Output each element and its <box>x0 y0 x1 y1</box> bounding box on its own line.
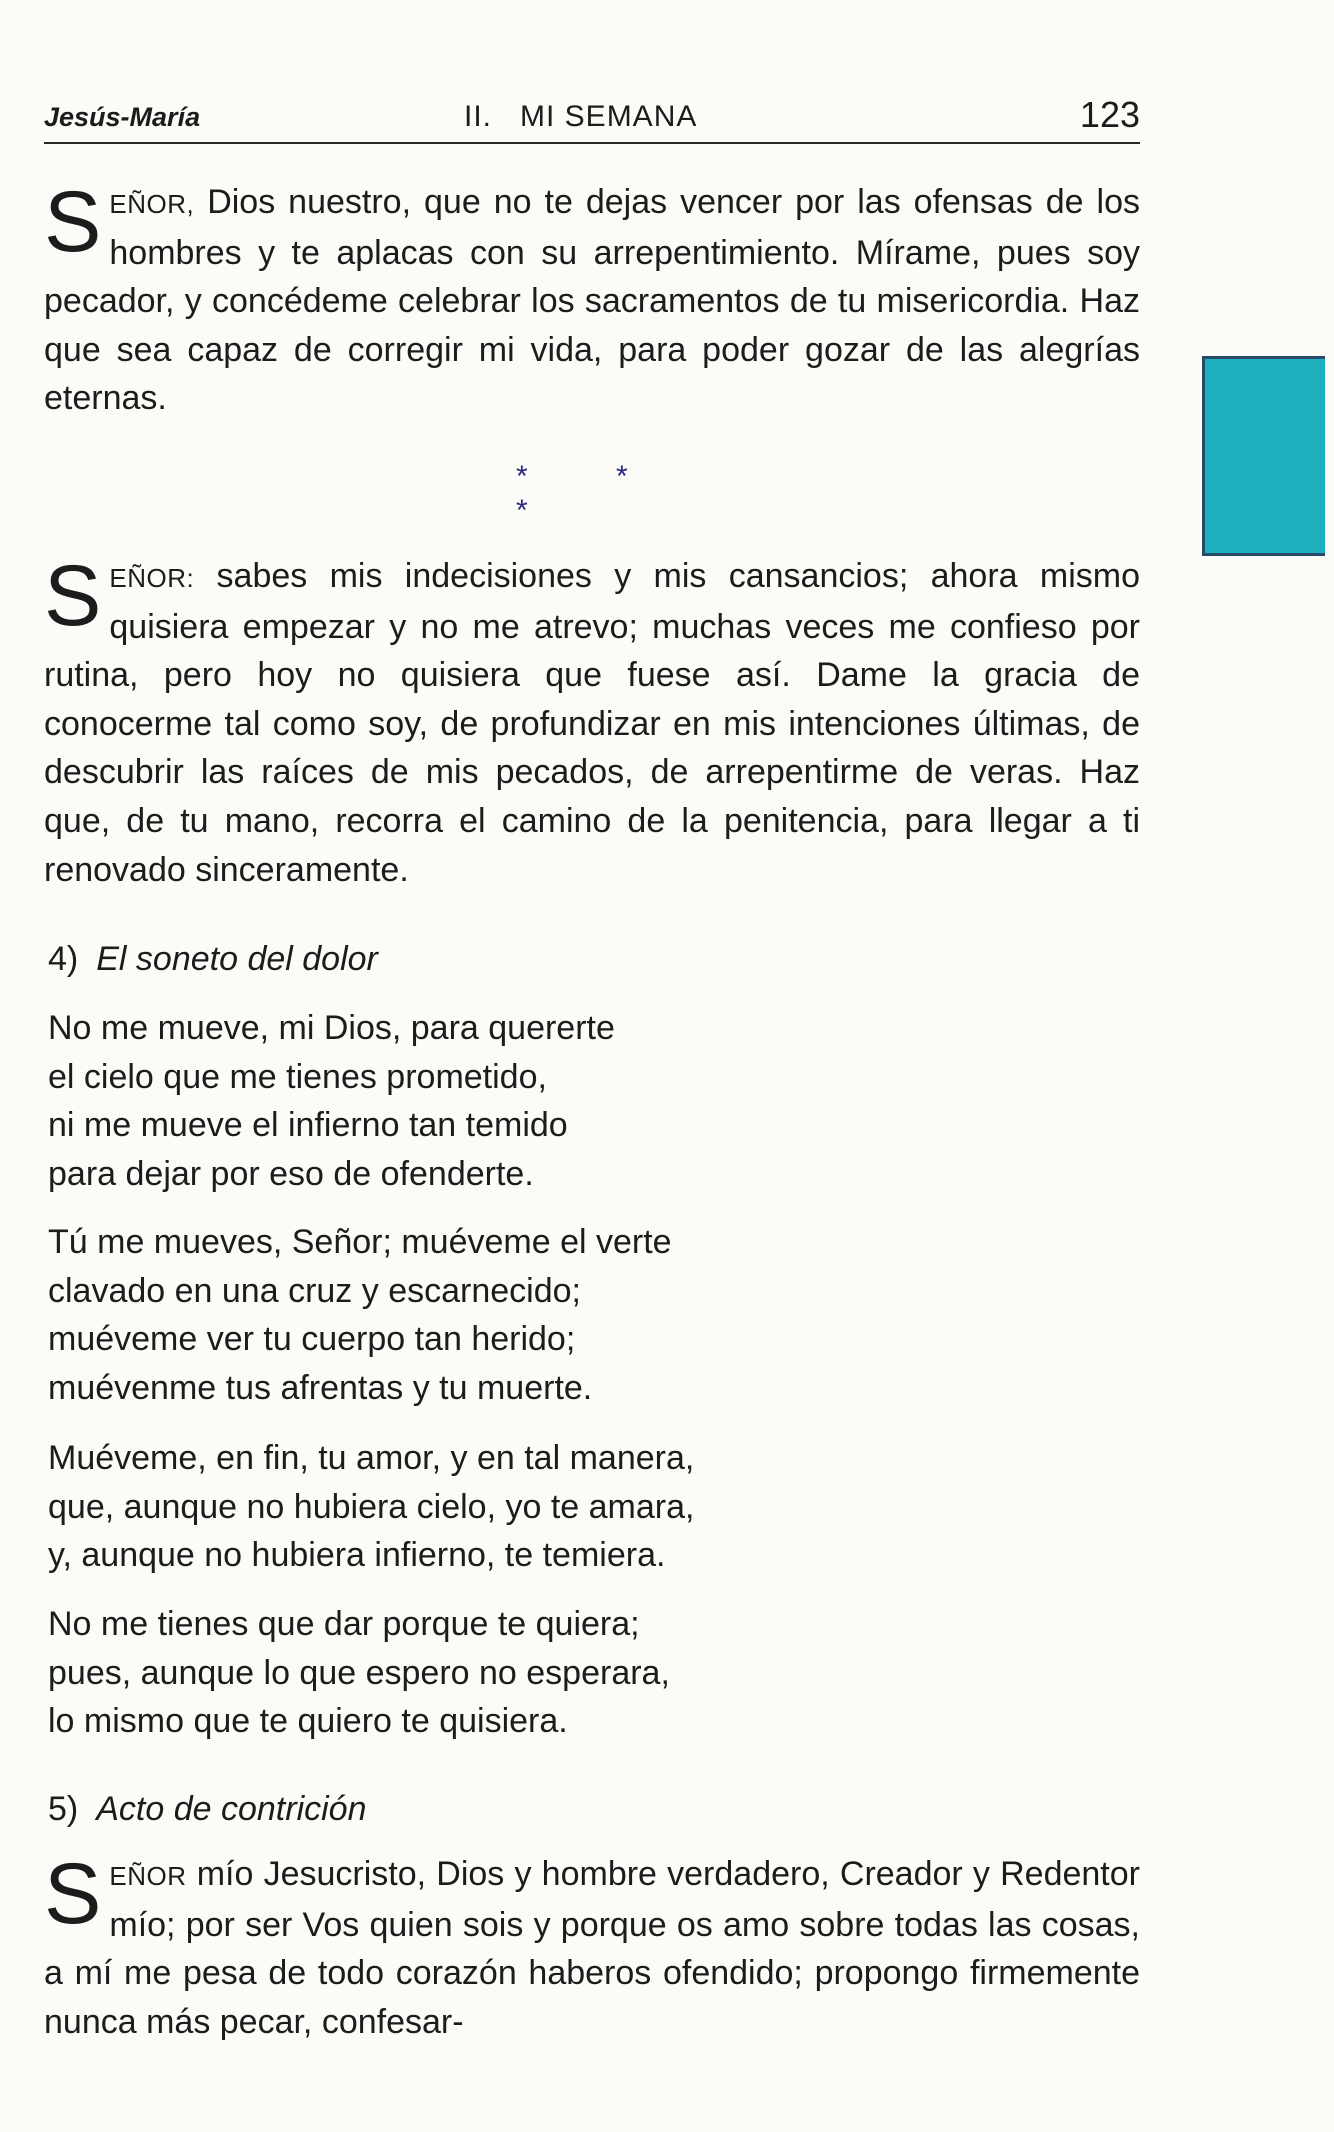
verse-line: clavado en una cruz y escarnecido; <box>48 1271 581 1310</box>
verse-line: lo mismo que te quiero te quisiera. <box>48 1702 568 1740</box>
verse-line: pues, aunque lo que espero no esperara, <box>48 1653 670 1692</box>
section-heading-5 <box>48 1790 367 1829</box>
paragraph-text: Dios nuestro, que no te dejas vencer por las ofensas de los hombres y te aplacas con su arrepentimiento. Mírame, pues soy pecador, y concédeme celebrar los sacramentos de tu misericordia. Haz que sea capaz de corregir mi vida, para poder gozar de las alegrías eternas. <box>44 183 1140 418</box>
verse-line: para dejar por eso de ofenderte. <box>48 1154 534 1193</box>
sonnet-stanza-3 <box>48 1434 948 1580</box>
sonnet-stanza-2 <box>48 1218 948 1412</box>
header-section: II. MI SEMANA <box>464 100 698 133</box>
section-title: Acto de contrición <box>96 1790 367 1828</box>
prayer-paragraph-2 <box>44 548 1140 894</box>
section-number: 5) <box>48 1790 79 1828</box>
verse-line: No me mueve, mi Dios, para quererte <box>48 1009 615 1047</box>
verse-line: Tú me mueves, Señor; muéveme el verte <box>48 1223 672 1261</box>
sonnet-stanza-4 <box>48 1600 948 1746</box>
section-number: 4) <box>48 940 79 978</box>
verse-line: y, aunque no hubiera infierno, te temiera. <box>48 1536 666 1574</box>
section-heading-4 <box>48 940 378 979</box>
drop-cap: S <box>44 548 102 644</box>
verse-line: muévenme tus afrentas y tu muerte. <box>48 1368 593 1407</box>
section-title: El soneto del dolor <box>96 940 378 978</box>
header-author: Jesús-María <box>44 102 201 132</box>
verse-line: el cielo que me tienes prometido, <box>48 1057 547 1096</box>
verse-line: ni me mueve el infierno tan temido <box>48 1106 568 1144</box>
verse-line: Muéveme, en fin, tu amor, y en tal manera, <box>48 1439 695 1477</box>
sonnet-stanza-1 <box>48 1004 948 1198</box>
drop-cap: S <box>44 1846 102 1942</box>
separator-stars: * * * <box>516 460 668 527</box>
page-number: 123 <box>1079 94 1140 135</box>
running-header <box>44 92 1140 144</box>
small-caps-word: EÑOR: <box>109 563 195 593</box>
side-thumb-tab <box>1202 356 1325 556</box>
verse-line: No me tienes que dar porque te quiera; <box>48 1605 640 1643</box>
small-caps-word: EÑOR, <box>109 189 195 219</box>
paragraph-text: mío Jesucristo, Dios y hombre verdadero, Creador y Redentor mío; por ser Vos quien sois y porque os amo sobre todas las cosas, a mí me pesa de todo corazón haberos ofendido; propongo firmemente nunca más pecar, confesar- <box>44 1855 1140 2041</box>
verse-line: muéveme ver tu cuerpo tan herido; <box>48 1320 576 1358</box>
paragraph-text: sabes mis indecisiones y mis cansancios; ahora mismo quisiera empezar y no me atrevo; muchas veces me confieso por rutina, pero hoy no quisiera que fuese así. Dame la gracia de conocerme tal como soy, de profundizar en mis intenciones últimas, de descubrir las raíces de mis pecados, de arrepentirme de veras. Haz que, de tu mano, recorra el camino de la penitencia, para llegar a ti renovado sinceramente. <box>44 557 1140 889</box>
drop-cap: S <box>44 174 102 270</box>
small-caps-word: EÑOR <box>109 1861 187 1891</box>
verse-line: que, aunque no hubiera cielo, yo te amara, <box>48 1487 695 1526</box>
prayer-paragraph-1 <box>44 174 1140 423</box>
contrition-paragraph <box>44 1846 1140 2046</box>
